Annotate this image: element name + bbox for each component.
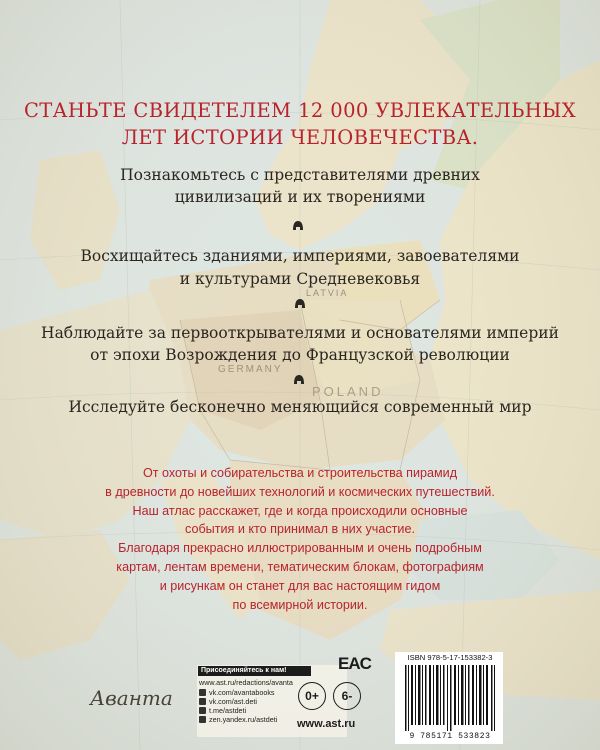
barcode-number: 9 785171 533823 — [409, 732, 491, 741]
description-line: в древности до новейших технологий и космических путешествий. — [105, 484, 495, 499]
social-header: Присоединяйтесь к нам! — [198, 666, 311, 676]
bullet-medieval-line-1: Восхищайтесь зданиями, империями, завоевателями — [80, 247, 520, 265]
age-rating-badge-secondary: 6- — [333, 682, 361, 710]
bullet-ancient-line-1: Познакомьтесь с представителями древних — [120, 166, 480, 184]
headline-line-1: СТАНЬТЕ СВИДЕТЕЛЕМ 12 000 УВЛЕКАТЕЛЬНЫХ — [23, 99, 577, 122]
zen-icon — [199, 716, 206, 723]
helmet-divider-icon — [292, 373, 306, 387]
isbn-number: ISBN 978-5-17-153382-3 — [407, 653, 493, 662]
eac-certification-mark: EAC — [338, 654, 371, 673]
vk-icon — [199, 698, 206, 705]
barcode — [405, 665, 497, 731]
description-line: по всемирной истории. — [232, 597, 368, 612]
book-description — [0, 464, 600, 614]
description-line: картам, лентам времени, тематическим блокам, фотографиям — [116, 559, 484, 574]
age-rating-badge: 0+ — [298, 682, 326, 710]
description-line: От охоты и собирательства и строительства пирамид — [142, 466, 458, 480]
bullet-modern-line-1: Исследуйте бесконечно меняющийся современный мир — [68, 398, 532, 416]
description-line: события и кто принимал в них участие. — [185, 522, 415, 537]
social-link[interactable]: vk.com/avantabooks — [199, 688, 275, 697]
avanta-publisher-logo: Аванта — [90, 686, 173, 710]
helmet-divider-icon — [291, 219, 305, 233]
vk-icon — [199, 689, 206, 696]
description-line: и рисункам он станет для вас настоящим гидом — [159, 578, 441, 593]
bullet-renaissance-line-2: от эпохи Возрождения до Французской революции — [90, 346, 510, 364]
social-link[interactable]: t.me/astdeti — [199, 706, 246, 715]
social-link[interactable]: zen.yandex.ru/astdeti — [199, 715, 277, 724]
headline-line-2: ЛЕТ ИСТОРИИ ЧЕЛОВЕЧЕСТВА. — [121, 126, 479, 149]
description-line: Наш атлас расскажет, где и когда происходили основные — [132, 503, 468, 518]
bullet-renaissance-line-1: Наблюдайте за первооткрывателями и основателями империй — [41, 324, 559, 342]
description-line: Благодаря прекрасно иллюстрированным и очень подробным — [118, 541, 482, 556]
helmet-divider-icon — [293, 297, 307, 311]
bullet-medieval-line-2: и культурами Средневековья — [179, 270, 421, 288]
bullet-ancient-line-2: цивилизаций и их творениями — [174, 188, 426, 206]
social-link[interactable]: www.ast.ru/redactions/avanta — [199, 678, 293, 687]
telegram-icon — [199, 707, 206, 714]
social-link[interactable]: vk.com/ast.deti — [199, 697, 257, 706]
